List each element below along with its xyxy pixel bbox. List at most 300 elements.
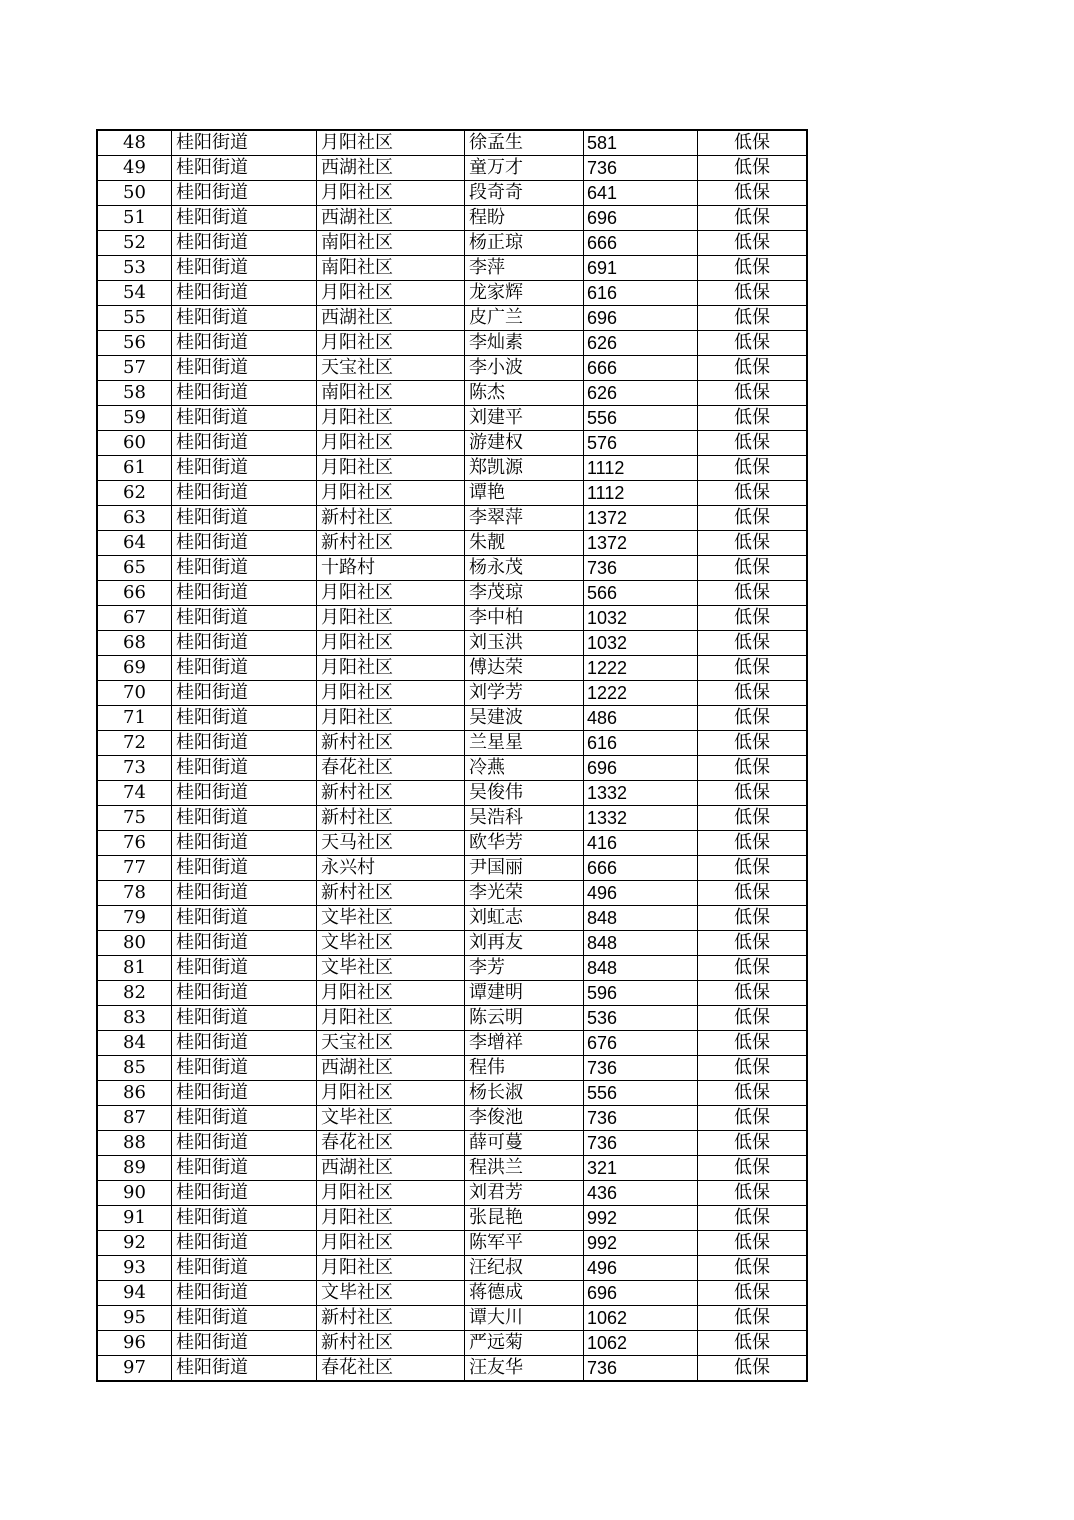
community-cell: 文毕社区 xyxy=(317,1281,465,1306)
amount-cell: 696 xyxy=(584,1281,698,1306)
table-row xyxy=(97,1131,807,1156)
table-row xyxy=(97,306,807,331)
table-row xyxy=(97,681,807,706)
assistance-type-cell: 低保 xyxy=(698,1206,808,1231)
street-cell: 桂阳街道 xyxy=(172,1356,317,1382)
table-row xyxy=(97,130,807,156)
amount-cell: 696 xyxy=(584,306,698,331)
assistance-type-cell: 低保 xyxy=(698,1356,808,1382)
person-name-cell: 杨长淑 xyxy=(465,1081,584,1106)
assistance-type-cell: 低保 xyxy=(698,1031,808,1056)
amount-cell: 848 xyxy=(584,906,698,931)
community-cell: 天马社区 xyxy=(317,831,465,856)
person-name-cell: 吴浩科 xyxy=(465,806,584,831)
amount-cell: 496 xyxy=(584,881,698,906)
street-cell: 桂阳街道 xyxy=(172,1206,317,1231)
row-number-cell: 49 xyxy=(97,156,172,181)
amount-cell: 1332 xyxy=(584,806,698,831)
table-row xyxy=(97,631,807,656)
row-number-cell: 58 xyxy=(97,381,172,406)
community-cell: 十路村 xyxy=(317,556,465,581)
row-number-cell: 85 xyxy=(97,1056,172,1081)
person-name-cell: 程洪兰 xyxy=(465,1156,584,1181)
table-row xyxy=(97,1056,807,1081)
row-number-cell: 90 xyxy=(97,1181,172,1206)
amount-cell: 666 xyxy=(584,356,698,381)
community-cell: 新村社区 xyxy=(317,881,465,906)
row-number-cell: 86 xyxy=(97,1081,172,1106)
person-name-cell: 龙家辉 xyxy=(465,281,584,306)
person-name-cell: 皮广兰 xyxy=(465,306,584,331)
person-name-cell: 欧华芳 xyxy=(465,831,584,856)
table-row xyxy=(97,656,807,681)
community-cell: 月阳社区 xyxy=(317,581,465,606)
table-row xyxy=(97,1181,807,1206)
street-cell: 桂阳街道 xyxy=(172,931,317,956)
table-row xyxy=(97,531,807,556)
community-cell: 西湖社区 xyxy=(317,206,465,231)
street-cell: 桂阳街道 xyxy=(172,506,317,531)
person-name-cell: 陈云明 xyxy=(465,1006,584,1031)
person-name-cell: 陈杰 xyxy=(465,381,584,406)
community-cell: 新村社区 xyxy=(317,806,465,831)
amount-cell: 1062 xyxy=(584,1331,698,1356)
row-number-cell: 72 xyxy=(97,731,172,756)
assistance-type-cell: 低保 xyxy=(698,831,808,856)
table-row xyxy=(97,1006,807,1031)
amount-cell: 576 xyxy=(584,431,698,456)
assistance-type-cell: 低保 xyxy=(698,881,808,906)
street-cell: 桂阳街道 xyxy=(172,1056,317,1081)
table-row xyxy=(97,231,807,256)
street-cell: 桂阳街道 xyxy=(172,456,317,481)
row-number-cell: 83 xyxy=(97,1006,172,1031)
table-row xyxy=(97,431,807,456)
assistance-type-cell: 低保 xyxy=(698,981,808,1006)
community-cell: 文毕社区 xyxy=(317,931,465,956)
table-row xyxy=(97,1156,807,1181)
street-cell: 桂阳街道 xyxy=(172,556,317,581)
table-row xyxy=(97,356,807,381)
community-cell: 月阳社区 xyxy=(317,606,465,631)
amount-cell: 556 xyxy=(584,406,698,431)
community-cell: 月阳社区 xyxy=(317,1206,465,1231)
assistance-type-cell: 低保 xyxy=(698,1256,808,1281)
amount-cell: 1112 xyxy=(584,456,698,481)
assistance-type-cell: 低保 xyxy=(698,306,808,331)
community-cell: 西湖社区 xyxy=(317,306,465,331)
person-name-cell: 吴建波 xyxy=(465,706,584,731)
community-cell: 月阳社区 xyxy=(317,456,465,481)
table-row xyxy=(97,1031,807,1056)
row-number-cell: 51 xyxy=(97,206,172,231)
assistance-type-cell: 低保 xyxy=(698,906,808,931)
assistance-type-cell: 低保 xyxy=(698,1056,808,1081)
table-row xyxy=(97,456,807,481)
table-row xyxy=(97,856,807,881)
person-name-cell: 程伟 xyxy=(465,1056,584,1081)
community-cell: 南阳社区 xyxy=(317,231,465,256)
assistance-type-cell: 低保 xyxy=(698,556,808,581)
amount-cell: 848 xyxy=(584,931,698,956)
community-cell: 月阳社区 xyxy=(317,181,465,206)
amount-cell: 696 xyxy=(584,206,698,231)
row-number-cell: 56 xyxy=(97,331,172,356)
row-number-cell: 73 xyxy=(97,756,172,781)
community-cell: 月阳社区 xyxy=(317,281,465,306)
row-number-cell: 65 xyxy=(97,556,172,581)
street-cell: 桂阳街道 xyxy=(172,406,317,431)
table-row xyxy=(97,881,807,906)
person-name-cell: 严远菊 xyxy=(465,1331,584,1356)
amount-cell: 596 xyxy=(584,981,698,1006)
row-number-cell: 66 xyxy=(97,581,172,606)
row-number-cell: 88 xyxy=(97,1131,172,1156)
community-cell: 永兴村 xyxy=(317,856,465,881)
person-name-cell: 李增祥 xyxy=(465,1031,584,1056)
street-cell: 桂阳街道 xyxy=(172,281,317,306)
table-row xyxy=(97,581,807,606)
assistance-type-cell: 低保 xyxy=(698,181,808,206)
assistance-type-cell: 低保 xyxy=(698,231,808,256)
assistance-type-cell: 低保 xyxy=(698,681,808,706)
amount-cell: 1372 xyxy=(584,506,698,531)
amount-cell: 416 xyxy=(584,831,698,856)
person-name-cell: 杨正琼 xyxy=(465,231,584,256)
row-number-cell: 59 xyxy=(97,406,172,431)
community-cell: 天宝社区 xyxy=(317,1031,465,1056)
table-row xyxy=(97,606,807,631)
amount-cell: 1222 xyxy=(584,681,698,706)
amount-cell: 536 xyxy=(584,1006,698,1031)
amount-cell: 626 xyxy=(584,381,698,406)
person-name-cell: 李中柏 xyxy=(465,606,584,631)
amount-cell: 486 xyxy=(584,706,698,731)
table-row xyxy=(97,256,807,281)
person-name-cell: 李翠萍 xyxy=(465,506,584,531)
amount-cell: 736 xyxy=(584,1131,698,1156)
row-number-cell: 81 xyxy=(97,956,172,981)
amount-cell: 1222 xyxy=(584,656,698,681)
row-number-cell: 71 xyxy=(97,706,172,731)
street-cell: 桂阳街道 xyxy=(172,1256,317,1281)
street-cell: 桂阳街道 xyxy=(172,881,317,906)
person-name-cell: 张昆艳 xyxy=(465,1206,584,1231)
assistance-type-cell: 低保 xyxy=(698,581,808,606)
community-cell: 月阳社区 xyxy=(317,1181,465,1206)
row-number-cell: 89 xyxy=(97,1156,172,1181)
person-name-cell: 朱靓 xyxy=(465,531,584,556)
row-number-cell: 96 xyxy=(97,1331,172,1356)
amount-cell: 641 xyxy=(584,181,698,206)
street-cell: 桂阳街道 xyxy=(172,1006,317,1031)
assistance-type-cell: 低保 xyxy=(698,406,808,431)
row-number-cell: 97 xyxy=(97,1356,172,1382)
table-row xyxy=(97,731,807,756)
street-cell: 桂阳街道 xyxy=(172,356,317,381)
street-cell: 桂阳街道 xyxy=(172,731,317,756)
community-cell: 文毕社区 xyxy=(317,906,465,931)
amount-cell: 1332 xyxy=(584,781,698,806)
row-number-cell: 55 xyxy=(97,306,172,331)
amount-cell: 736 xyxy=(584,1106,698,1131)
row-number-cell: 50 xyxy=(97,181,172,206)
assistance-type-cell: 低保 xyxy=(698,431,808,456)
community-cell: 新村社区 xyxy=(317,1306,465,1331)
person-name-cell: 刘虹志 xyxy=(465,906,584,931)
community-cell: 月阳社区 xyxy=(317,481,465,506)
table-row xyxy=(97,156,807,181)
assistance-type-cell: 低保 xyxy=(698,756,808,781)
assistance-type-cell: 低保 xyxy=(698,1331,808,1356)
assistance-type-cell: 低保 xyxy=(698,956,808,981)
assistance-type-cell: 低保 xyxy=(698,481,808,506)
person-name-cell: 蒋德成 xyxy=(465,1281,584,1306)
assistance-type-cell: 低保 xyxy=(698,1131,808,1156)
row-number-cell: 67 xyxy=(97,606,172,631)
table-row xyxy=(97,1356,807,1382)
community-cell: 文毕社区 xyxy=(317,1106,465,1131)
person-name-cell: 郑凯源 xyxy=(465,456,584,481)
person-name-cell: 刘再友 xyxy=(465,931,584,956)
assistance-type-cell: 低保 xyxy=(698,281,808,306)
row-number-cell: 60 xyxy=(97,431,172,456)
table-row xyxy=(97,931,807,956)
table-row xyxy=(97,956,807,981)
amount-cell: 736 xyxy=(584,156,698,181)
amount-cell: 1032 xyxy=(584,631,698,656)
table-row xyxy=(97,806,807,831)
row-number-cell: 69 xyxy=(97,656,172,681)
assistance-type-cell: 低保 xyxy=(698,381,808,406)
community-cell: 月阳社区 xyxy=(317,631,465,656)
assistance-type-cell: 低保 xyxy=(698,656,808,681)
street-cell: 桂阳街道 xyxy=(172,606,317,631)
assistance-type-cell: 低保 xyxy=(698,331,808,356)
street-cell: 桂阳街道 xyxy=(172,206,317,231)
assistance-type-cell: 低保 xyxy=(698,1006,808,1031)
person-name-cell: 李茂琼 xyxy=(465,581,584,606)
assistance-type-cell: 低保 xyxy=(698,856,808,881)
street-cell: 桂阳街道 xyxy=(172,306,317,331)
community-cell: 月阳社区 xyxy=(317,656,465,681)
assistance-type-cell: 低保 xyxy=(698,1081,808,1106)
table-row xyxy=(97,1206,807,1231)
street-cell: 桂阳街道 xyxy=(172,381,317,406)
amount-cell: 1062 xyxy=(584,1306,698,1331)
table-body xyxy=(97,130,807,1381)
amount-cell: 436 xyxy=(584,1181,698,1206)
table-row xyxy=(97,1306,807,1331)
amount-cell: 848 xyxy=(584,956,698,981)
community-cell: 新村社区 xyxy=(317,506,465,531)
community-cell: 文毕社区 xyxy=(317,956,465,981)
person-name-cell: 兰星星 xyxy=(465,731,584,756)
beneficiary-table xyxy=(96,129,808,1382)
row-number-cell: 54 xyxy=(97,281,172,306)
table-row xyxy=(97,906,807,931)
amount-cell: 616 xyxy=(584,281,698,306)
street-cell: 桂阳街道 xyxy=(172,531,317,556)
person-name-cell: 李灿素 xyxy=(465,331,584,356)
person-name-cell: 吴俊伟 xyxy=(465,781,584,806)
community-cell: 月阳社区 xyxy=(317,1256,465,1281)
person-name-cell: 段奇奇 xyxy=(465,181,584,206)
community-cell: 月阳社区 xyxy=(317,406,465,431)
table-row xyxy=(97,1231,807,1256)
community-cell: 春花社区 xyxy=(317,1356,465,1382)
community-cell: 月阳社区 xyxy=(317,130,465,156)
amount-cell: 666 xyxy=(584,856,698,881)
assistance-type-cell: 低保 xyxy=(698,156,808,181)
community-cell: 南阳社区 xyxy=(317,381,465,406)
table-row xyxy=(97,281,807,306)
table-row xyxy=(97,781,807,806)
person-name-cell: 李俊池 xyxy=(465,1106,584,1131)
street-cell: 桂阳街道 xyxy=(172,1331,317,1356)
street-cell: 桂阳街道 xyxy=(172,1031,317,1056)
community-cell: 月阳社区 xyxy=(317,431,465,456)
person-name-cell: 尹国丽 xyxy=(465,856,584,881)
amount-cell: 676 xyxy=(584,1031,698,1056)
street-cell: 桂阳街道 xyxy=(172,581,317,606)
row-number-cell: 95 xyxy=(97,1306,172,1331)
street-cell: 桂阳街道 xyxy=(172,1156,317,1181)
community-cell: 月阳社区 xyxy=(317,1006,465,1031)
table-row xyxy=(97,206,807,231)
table-row xyxy=(97,1106,807,1131)
community-cell: 西湖社区 xyxy=(317,1156,465,1181)
assistance-type-cell: 低保 xyxy=(698,506,808,531)
person-name-cell: 李光荣 xyxy=(465,881,584,906)
person-name-cell: 徐孟生 xyxy=(465,130,584,156)
community-cell: 月阳社区 xyxy=(317,331,465,356)
street-cell: 桂阳街道 xyxy=(172,831,317,856)
amount-cell: 581 xyxy=(584,130,698,156)
row-number-cell: 77 xyxy=(97,856,172,881)
person-name-cell: 李萍 xyxy=(465,256,584,281)
community-cell: 新村社区 xyxy=(317,781,465,806)
row-number-cell: 62 xyxy=(97,481,172,506)
amount-cell: 1032 xyxy=(584,606,698,631)
row-number-cell: 74 xyxy=(97,781,172,806)
row-number-cell: 80 xyxy=(97,931,172,956)
table-row xyxy=(97,181,807,206)
person-name-cell: 陈军平 xyxy=(465,1231,584,1256)
row-number-cell: 48 xyxy=(97,130,172,156)
assistance-type-cell: 低保 xyxy=(698,606,808,631)
community-cell: 新村社区 xyxy=(317,1331,465,1356)
amount-cell: 496 xyxy=(584,1256,698,1281)
person-name-cell: 李小波 xyxy=(465,356,584,381)
community-cell: 春花社区 xyxy=(317,1131,465,1156)
table-row xyxy=(97,831,807,856)
assistance-type-cell: 低保 xyxy=(698,1106,808,1131)
street-cell: 桂阳街道 xyxy=(172,231,317,256)
person-name-cell: 刘玉洪 xyxy=(465,631,584,656)
person-name-cell: 程盼 xyxy=(465,206,584,231)
assistance-type-cell: 低保 xyxy=(698,631,808,656)
person-name-cell: 刘建平 xyxy=(465,406,584,431)
table-row xyxy=(97,481,807,506)
amount-cell: 626 xyxy=(584,331,698,356)
row-number-cell: 87 xyxy=(97,1106,172,1131)
assistance-type-cell: 低保 xyxy=(698,1181,808,1206)
row-number-cell: 53 xyxy=(97,256,172,281)
person-name-cell: 童万才 xyxy=(465,156,584,181)
row-number-cell: 63 xyxy=(97,506,172,531)
street-cell: 桂阳街道 xyxy=(172,1131,317,1156)
table-row xyxy=(97,1081,807,1106)
assistance-type-cell: 低保 xyxy=(698,1231,808,1256)
street-cell: 桂阳街道 xyxy=(172,1081,317,1106)
street-cell: 桂阳街道 xyxy=(172,681,317,706)
street-cell: 桂阳街道 xyxy=(172,981,317,1006)
assistance-type-cell: 低保 xyxy=(698,806,808,831)
amount-cell: 1372 xyxy=(584,531,698,556)
street-cell: 桂阳街道 xyxy=(172,481,317,506)
street-cell: 桂阳街道 xyxy=(172,906,317,931)
row-number-cell: 57 xyxy=(97,356,172,381)
street-cell: 桂阳街道 xyxy=(172,256,317,281)
amount-cell: 666 xyxy=(584,231,698,256)
assistance-type-cell: 低保 xyxy=(698,931,808,956)
street-cell: 桂阳街道 xyxy=(172,1231,317,1256)
row-number-cell: 70 xyxy=(97,681,172,706)
person-name-cell: 谭建明 xyxy=(465,981,584,1006)
amount-cell: 566 xyxy=(584,581,698,606)
table-row xyxy=(97,406,807,431)
row-number-cell: 92 xyxy=(97,1231,172,1256)
row-number-cell: 76 xyxy=(97,831,172,856)
person-name-cell: 游建权 xyxy=(465,431,584,456)
street-cell: 桂阳街道 xyxy=(172,756,317,781)
amount-cell: 736 xyxy=(584,1056,698,1081)
person-name-cell: 薛可蔓 xyxy=(465,1131,584,1156)
row-number-cell: 79 xyxy=(97,906,172,931)
amount-cell: 696 xyxy=(584,756,698,781)
community-cell: 新村社区 xyxy=(317,731,465,756)
community-cell: 月阳社区 xyxy=(317,981,465,1006)
assistance-type-cell: 低保 xyxy=(698,531,808,556)
table-row xyxy=(97,706,807,731)
amount-cell: 691 xyxy=(584,256,698,281)
assistance-type-cell: 低保 xyxy=(698,1281,808,1306)
row-number-cell: 94 xyxy=(97,1281,172,1306)
amount-cell: 736 xyxy=(584,556,698,581)
person-name-cell: 刘君芳 xyxy=(465,1181,584,1206)
person-name-cell: 冷燕 xyxy=(465,756,584,781)
person-name-cell: 谭大川 xyxy=(465,1306,584,1331)
table-row xyxy=(97,381,807,406)
person-name-cell: 汪友华 xyxy=(465,1356,584,1382)
row-number-cell: 78 xyxy=(97,881,172,906)
row-number-cell: 84 xyxy=(97,1031,172,1056)
person-name-cell: 谭艳 xyxy=(465,481,584,506)
amount-cell: 736 xyxy=(584,1356,698,1382)
community-cell: 西湖社区 xyxy=(317,156,465,181)
community-cell: 天宝社区 xyxy=(317,356,465,381)
assistance-type-cell: 低保 xyxy=(698,781,808,806)
street-cell: 桂阳街道 xyxy=(172,1106,317,1131)
street-cell: 桂阳街道 xyxy=(172,431,317,456)
person-name-cell: 杨永茂 xyxy=(465,556,584,581)
street-cell: 桂阳街道 xyxy=(172,631,317,656)
street-cell: 桂阳街道 xyxy=(172,956,317,981)
community-cell: 月阳社区 xyxy=(317,681,465,706)
table-row xyxy=(97,506,807,531)
row-number-cell: 64 xyxy=(97,531,172,556)
